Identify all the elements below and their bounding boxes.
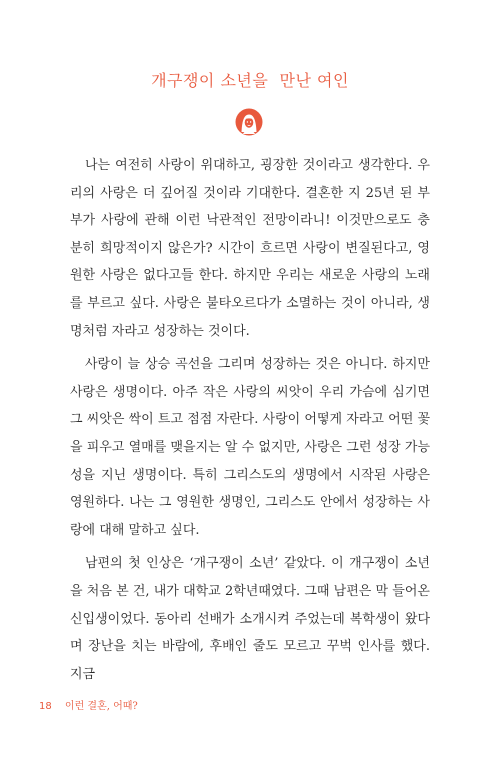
paragraph-2: 사랑이 늘 상승 곡선을 그리며 성장하는 것은 아니다. 하지만 사랑은 생명이다. 아주 작은 사랑의 씨앗이 우리 가슴에 심기면 그 씨앗은 싹이 트고 점점 자란다. 사랑이 어떻게 자라고 어떤 꽃을 피우고 열매를 맺을지는 알 수 없지만, 사랑은 그런 성장 가능성을 지닌 생명이다. 특히 그리스도의 생명에서 시작된 사랑은 영원하다. 나는 그 영원한 생명인, 그리스도 안에서 성장하는 사랑에 대해 말하고 싶다. <box>70 357 430 538</box>
body-text <box>70 152 430 694</box>
paragraph-1: 나는 여전히 사랑이 위대하고, 굉장한 것이라고 생각한다. 우리의 사랑은 더 깊어질 것이라 기대한다. 결혼한 지 25년 된 부부가 사랑에 관해 이런 낙관적인 전망이라니! 이것만으로도 충분히 희망적이지 않은가? 시간이 흐르면 사랑이 변질된다고, 영원한 사랑은 없다고들 한다. 하지만 우리는 새로운 사랑의 노래를 부르고 싶다. 사랑은 불타오르다가 소멸하는 것이 아니라, 생명처럼 자라고 성장하는 것이다. <box>70 158 430 339</box>
woman-portrait-icon <box>234 107 264 137</box>
running-title: 이런 결혼, 어때? <box>64 701 138 712</box>
page-number: 18 <box>39 701 52 712</box>
chapter-title: 개구쟁이 소년을 만난 여인 <box>151 71 349 90</box>
paragraph-3: 남편의 첫 인상은 ‘개구쟁이 소년’ 같았다. 이 개구쟁이 소년을 처음 본 건, 내가 대학교 2학년때였다. 그때 남편은 막 들어온 신입생이었다. 동아리 선배가 소개시켜 주었는데 복학생이 왔다며 장난을 치는 바람에, 후배인 줄도 모르고 꾸벅 인사를 했다. 지금 <box>70 556 430 682</box>
page-footer <box>39 697 138 712</box>
